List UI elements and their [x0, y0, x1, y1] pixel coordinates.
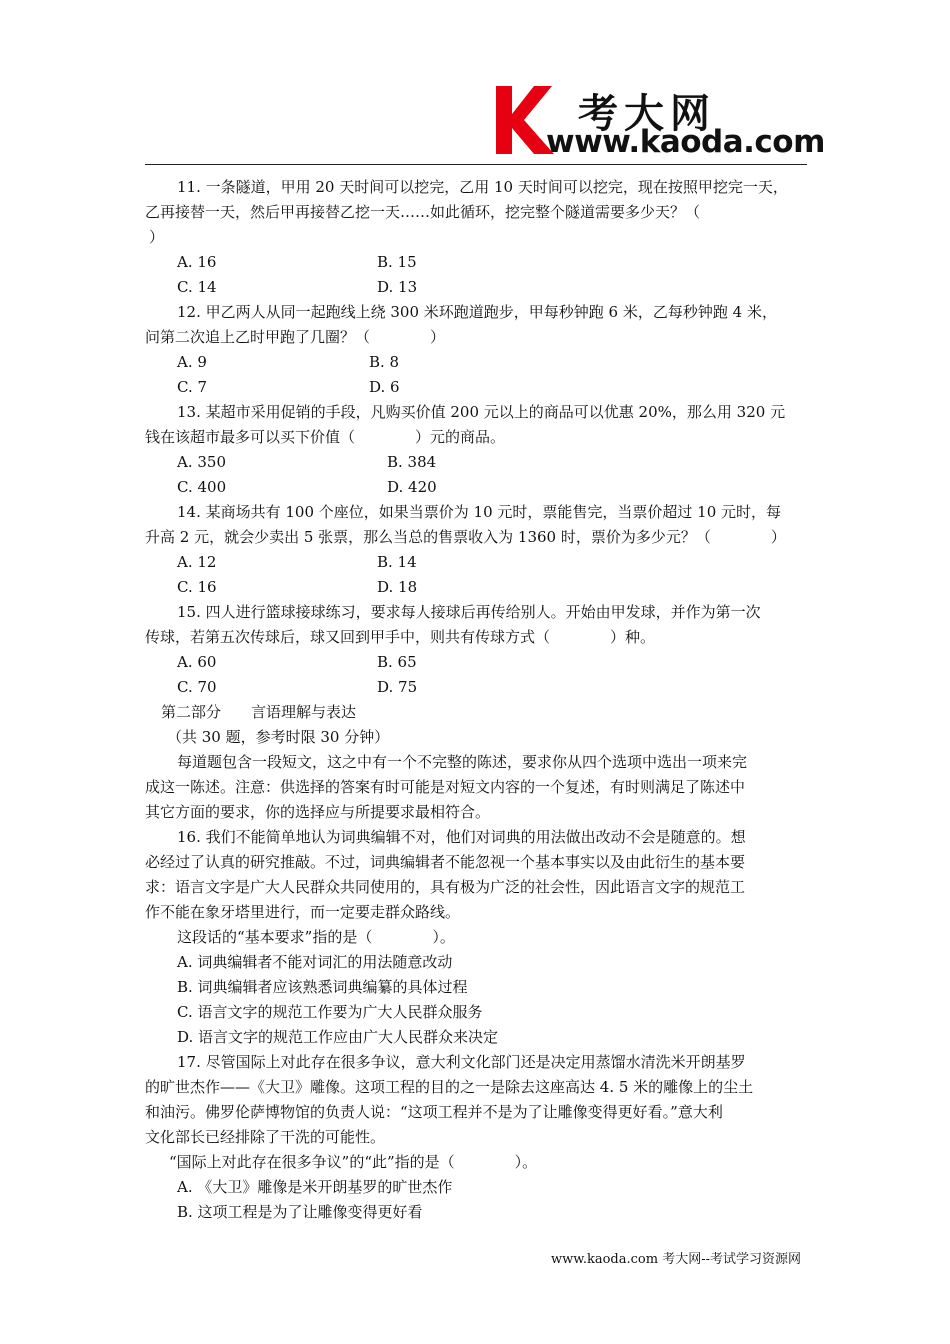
q17-stem: “国际上对此存在很多争议”的“此”指的是（ ）。: [169, 1153, 538, 1171]
q16-option-c: C. 语言文字的规范工作要为广大人民群众服务: [177, 1003, 483, 1021]
q13-options-row-1: [145, 450, 810, 475]
q11-option-a: A. 16: [177, 253, 217, 271]
q17-line-3: 和油污。佛罗伦萨博物馆的负责人说：“这项工程并不是为了让雕像变得更好看。”意大利: [145, 1103, 723, 1121]
q12-line-2: 问第二次追上乙时甲跑了几圈？（ ）: [145, 328, 446, 346]
q12-option-a: A. 9: [177, 353, 207, 371]
q16-line-4: 作不能在象牙塔里进行，而一定要走群众路线。: [145, 903, 461, 921]
logo-chinese-text: 考大网: [578, 91, 716, 137]
q16-option-d: D. 语言文字的规范工作应由广大人民群众来决定: [177, 1028, 499, 1046]
q11-line-2: 乙再接替一天，然后甲再接替乙挖一天……如此循环，挖完整个隧道需要多少天？（: [145, 203, 701, 221]
kaoda-logo: [494, 84, 825, 160]
q14-options-row-2: [145, 575, 810, 600]
q17-line-2: 的旷世杰作——《大卫》雕像。这项工程的目的之一是除去这座高达 4. 5 米的雕像上的尘土: [145, 1078, 754, 1096]
q13-options-row-2: [145, 475, 810, 500]
q15-options-row-2: [145, 675, 810, 700]
document-body: [145, 175, 810, 1225]
q11-line-3: ）: [149, 228, 165, 246]
section-intro-line-2: 成这一陈述。注意：供选择的答案有时可能是对短文内容的一个复述，有时则满足了陈述中: [145, 778, 746, 796]
q13-line-1: 13. 某超市采用促销的手段，凡购买价值 200 元以上的商品可以优惠 20%，那么用 320 元: [177, 403, 786, 421]
q12-options-row-1: [145, 350, 810, 375]
q15-line-2: 传球，若第五次传球后，球又回到甲手中，则共有传球方式（ ）种。: [145, 628, 656, 646]
section-intro-line-3: 其它方面的要求，你的选择应与所提要求最相符合。: [145, 803, 491, 821]
q17-option-a: A. 《大卫》雕像是米开朗基罗的旷世杰作: [177, 1178, 453, 1196]
q17-line-1: 17. 尽管国际上对此存在很多争议，意大利文化部门还是决定用蒸馏水清洗米开朗基罗: [177, 1053, 746, 1071]
q17-option-b: B. 这项工程是为了让雕像变得更好看: [177, 1203, 423, 1221]
q11-option-c: C. 14: [177, 278, 217, 296]
page-header: [0, 0, 950, 170]
q15-options-row-1: [145, 650, 810, 675]
q15-option-a: A. 60: [177, 653, 217, 671]
q13-option-c: C. 400: [177, 478, 227, 496]
q13-option-a: A. 350: [177, 453, 226, 471]
q15-option-b: B. 65: [377, 653, 417, 671]
q16-line-1: 16. 我们不能简单地认为词典编辑不对，他们对词典的用法做出改动不会是随意的。想: [177, 828, 746, 846]
q13-option-d: D. 420: [387, 478, 437, 496]
q12-option-b: B. 8: [369, 353, 400, 371]
q16-option-a: A. 词典编辑者不能对词汇的用法随意改动: [177, 953, 453, 971]
q16-stem: 这段话的“基本要求”指的是（ ）。: [177, 928, 455, 946]
q13-line-2: 钱在该超市最多可以买下价值（ ）元的商品。: [145, 428, 506, 446]
q14-options-row-1: [145, 550, 810, 575]
q15-option-c: C. 70: [177, 678, 217, 696]
q14-line-2: 升高 2 元，就会少卖出 5 张票，那么当总的售票收入为 1360 时，票价为多少元？（ ）: [145, 528, 786, 546]
logo-url-text: www.kaoda.com: [546, 124, 825, 160]
q11-options-row-2: [145, 275, 810, 300]
q15-line-1: 15. 四人进行篮球接球练习，要求每人接球后再传给别人。开始由甲发球，并作为第一次: [177, 603, 761, 621]
q14-option-d: D. 18: [377, 578, 418, 596]
page-footer: www.kaoda.com 考大网--考试学习资源网: [551, 1252, 801, 1267]
q12-line-1: 12. 甲乙两人从同一起跑线上绕 300 米环跑道跑步，甲每秒钟跑 6 米，乙每秒钟跑 4 米，: [177, 303, 777, 321]
q12-option-c: C. 7: [177, 378, 208, 396]
q16-line-2: 必经过了认真的研究推敲。不过，词典编辑者不能忽视一个基本事实以及由此衍生的基本要: [145, 853, 746, 871]
q14-option-a: A. 12: [177, 553, 217, 571]
q11-option-b: B. 15: [377, 253, 417, 271]
section-intro-line-1: 每道题包含一段短文，这之中有一个不完整的陈述，要求你从四个选项中选出一项来完: [177, 753, 748, 771]
q16-option-b: B. 词典编辑者应该熟悉词典编纂的具体过程: [177, 978, 468, 996]
q11-line-1: 11. 一条隧道，甲用 20 天时间可以挖完，乙用 10 天时间可以挖完，现在按照甲挖完一天，: [177, 178, 788, 196]
q17-line-4: 文化部长已经排除了干洗的可能性。: [145, 1128, 386, 1146]
q12-options-row-2: [145, 375, 810, 400]
q16-line-3: 求：语言文字是广大人民群众共同使用的，具有极为广泛的社会性，因此语言文字的规范工: [145, 878, 746, 896]
section-subtitle: （共 30 题，参考时限 30 分钟）: [167, 728, 390, 746]
header-divider: [145, 164, 807, 165]
q14-line-1: 14. 某商场共有 100 个座位，如果当票价为 10 元时，票能售完，当票价超过 10 元时，每: [177, 503, 782, 521]
q11-options-row-1: [145, 250, 810, 275]
q11-option-d: D. 13: [377, 278, 418, 296]
q14-option-b: B. 14: [377, 553, 417, 571]
q15-option-d: D. 75: [377, 678, 418, 696]
section-title: 第二部分 言语理解与表达: [161, 703, 357, 721]
q13-option-b: B. 384: [387, 453, 437, 471]
q12-option-d: D. 6: [369, 378, 400, 396]
q14-option-c: C. 16: [177, 578, 217, 596]
